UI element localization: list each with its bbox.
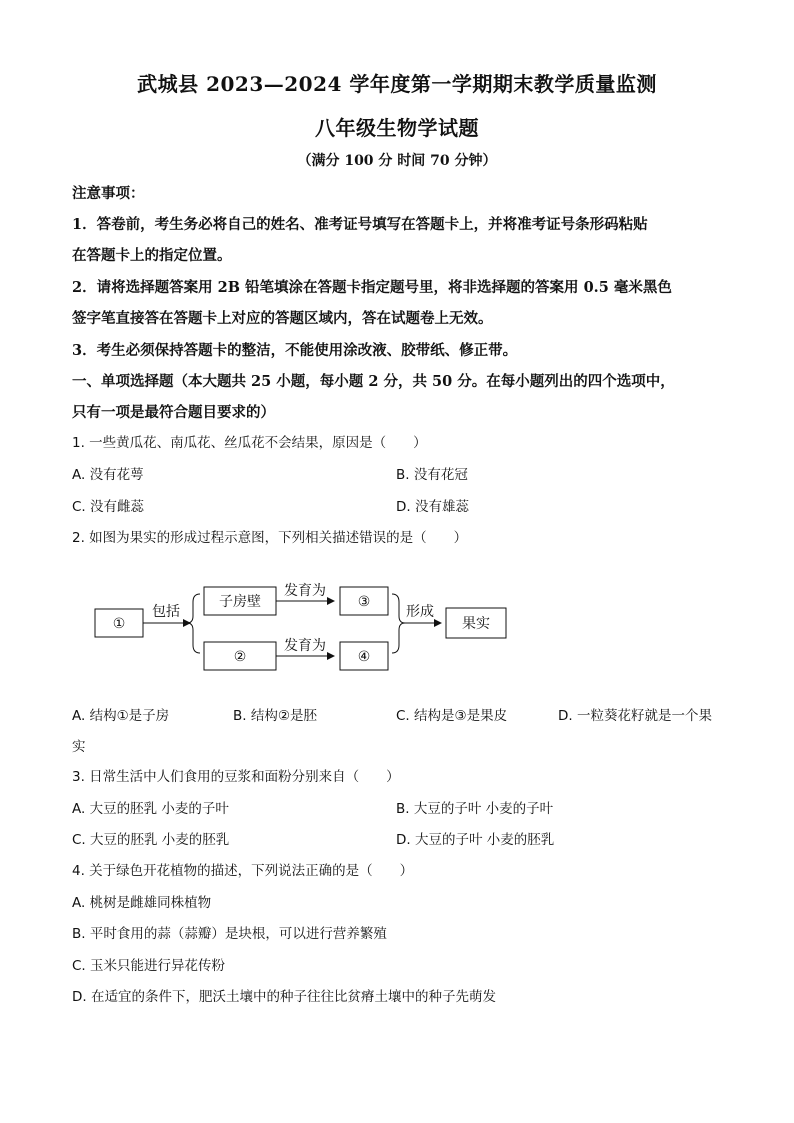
fruit-formation-diagram <box>88 578 528 678</box>
question-3-option-d: D. 大豆的子叶 小麦的胚乳 <box>396 832 555 848</box>
notice-heading: 注意事项： <box>72 185 145 202</box>
question-2-option-b: B. 结构②是胚 <box>233 708 317 724</box>
diagram-box-ovary-label: ① <box>112 616 126 632</box>
exam-subject: 八年级生物学试题 <box>315 116 479 140</box>
notice-item-3: 3．考生必须保持答题卡的整洁，不能使用涂改液、胶带纸、修正带。 <box>72 342 518 359</box>
notice-item-2: 2．请将选择题答案用 2B 铅笔填涂在答题卡指定题号里，将非选择题的答案用 0.5 毫米黑色 <box>72 279 672 296</box>
section-heading: 一、单项选择题（本大题共 25 小题，每小题 2 分，共 50 分。在每小题列出的四个选项中， <box>72 373 675 390</box>
question-1-option-d: D. 没有雄蕊 <box>396 499 469 515</box>
diagram-brace <box>187 594 200 653</box>
diagram-arrow-include-label: 包括 <box>152 604 180 620</box>
question-4-option-b: B. 平时食用的蒜（蒜瓣）是块根，可以进行营养繁殖 <box>72 926 387 942</box>
diagram-arrow-form-label: 形成 <box>406 604 434 620</box>
question-4-option-c: C. 玉米只能进行异花传粉 <box>72 958 226 974</box>
question-4-stem: 4. 关于绿色开花植物的描述，下列说法正确的是（ ） <box>72 863 414 879</box>
question-2-option-c: C. 结构是③是果皮 <box>396 708 508 724</box>
diagram-box-fruit-label: 果实 <box>462 616 490 632</box>
question-3-option-a: A. 大豆的胚乳 小麦的子叶 <box>72 801 229 817</box>
question-2-stem: 2. 如图为果实的形成过程示意图，下列相关描述错误的是（ ） <box>72 530 468 546</box>
notice-item-2-cont: 签字笔直接答在答题卡上对应的答题区域内，答在试题卷上无效。 <box>72 310 493 327</box>
section-heading-cont: 只有一项是最符合题目要求的） <box>72 404 275 421</box>
diagram-box-seed-label: ④ <box>357 649 371 665</box>
diagram-box-ovary-wall-label: 子房壁 <box>219 594 261 610</box>
exam-meta: （满分 100 分 时间 70 分钟） <box>297 153 497 169</box>
diagram-box-pericarp-label: ③ <box>357 594 371 610</box>
question-2-option-d-cont: 实 <box>72 739 86 755</box>
diagram-arrow-develop-top-label: 发育为 <box>284 583 326 599</box>
question-2-option-d: D. 一粒葵花籽就是一个果 <box>558 708 712 724</box>
notice-item-1-cont: 在答题卡上的指定位置。 <box>72 247 232 264</box>
question-1-option-b: B. 没有花冠 <box>396 467 468 483</box>
question-2-option-a: A. 结构①是子房 <box>72 708 170 724</box>
question-1-option-c: C. 没有雌蕊 <box>72 499 145 515</box>
question-3-option-c: C. 大豆的胚乳 小麦的胚乳 <box>72 832 230 848</box>
question-1-stem: 1. 一些黄瓜花、南瓜花、丝瓜花不会结果，原因是（ ） <box>72 435 427 451</box>
diagram-box-ovule-label: ② <box>233 649 247 665</box>
diagram-arrow-develop-bottom-label: 发育为 <box>284 638 326 654</box>
question-3-option-b: B. 大豆的子叶 小麦的子叶 <box>396 801 554 817</box>
notice-item-1: 1．答卷前，考生务必将自己的姓名、准考证号填写在答题卡上，并将准考证号条形码粘贴 <box>72 216 648 233</box>
question-4-option-a: A. 桃树是雌雄同株植物 <box>72 895 212 911</box>
diagram-brace-right <box>392 594 405 653</box>
exam-title: 武城县 2023—2024 学年度第一学期期末教学质量监测 <box>137 72 657 96</box>
question-1-option-a: A. 没有花萼 <box>72 467 144 483</box>
question-4-option-d: D. 在适宜的条件下，肥沃土壤中的种子往往比贫瘠土壤中的种子先萌发 <box>72 989 496 1005</box>
question-3-stem: 3. 日常生活中人们食用的豆浆和面粉分别来自（ ） <box>72 769 400 785</box>
